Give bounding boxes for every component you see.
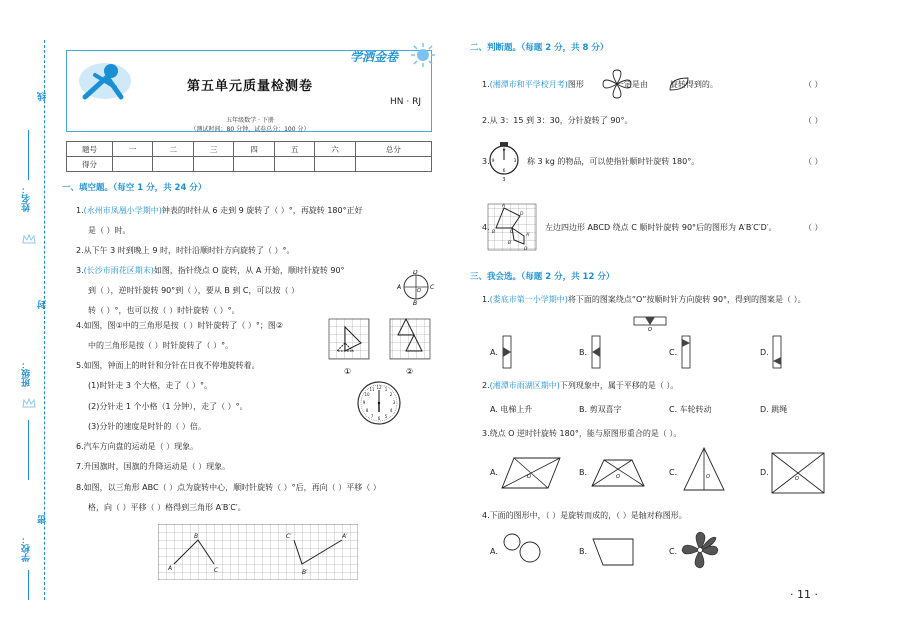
question-4b: 中的三角形是按（ ）时针旋转了（ ）°。 — [88, 341, 234, 350]
school-write-line[interactable] — [28, 570, 29, 600]
exam-title: 第五单元质量检测卷 — [186, 79, 313, 94]
name-write-line[interactable] — [28, 130, 29, 180]
score-table-cell: 得分 — [67, 157, 113, 172]
option-label[interactable]: D. — [760, 348, 769, 357]
svg-text:5: 5 — [384, 414, 388, 419]
clock-icon — [356, 380, 402, 426]
question-number: 2. — [482, 381, 490, 390]
scale-number: 6 — [502, 169, 506, 174]
option-label[interactable]: C. — [669, 547, 678, 556]
point-label: B′ — [302, 569, 308, 576]
score-table-score-row — [67, 157, 432, 172]
question-number: 1. — [482, 80, 490, 89]
option-label[interactable]: B. — [579, 547, 588, 556]
question-8a: 8.如图，以三角形 ABC（ ）点为旋转中心，顺时针旋转（ ）°后，再向（ ）平移（ ） — [76, 483, 381, 492]
option-label[interactable]: C. — [669, 348, 678, 357]
option-c-figure[interactable] — [681, 335, 691, 369]
question-source: (娄底市第一小学期中) — [489, 295, 568, 304]
score-input-cell[interactable] — [113, 157, 153, 172]
rotation-pattern-figure — [633, 316, 667, 332]
point-label: C′ — [286, 533, 292, 540]
single-petal-figure — [668, 76, 690, 92]
question-2: 2.从下午 3 时到晚上 9 时，时针沿顺时针方向旋转了（ ）°。 — [76, 246, 295, 255]
rotation-circle-figure — [396, 270, 436, 306]
class-field-label: 班级： — [22, 360, 32, 387]
section2-title: 二、判断题。（每题 2 分，共 8 分） — [470, 43, 609, 53]
exam-info: （测试时间：80 分钟，试卷总分：100 分） — [190, 126, 310, 133]
answer-paren[interactable]: （ ） — [804, 157, 823, 166]
question-5-2: (2)分针走 1 个小格（1 分钟），走了（ ）°。 — [88, 402, 248, 411]
svg-text:4: 4 — [389, 408, 393, 413]
figure-label: ② — [406, 367, 414, 376]
question-text: 旋转得到的。 — [669, 80, 718, 89]
score-input-cell[interactable] — [153, 157, 193, 172]
answer-paren[interactable]: （ ） — [804, 80, 823, 89]
option-label[interactable]: B. — [579, 348, 588, 357]
svg-text:1: 1 — [384, 387, 388, 392]
option-d-figure[interactable] — [772, 335, 782, 369]
option-paper-cut[interactable]: B. 剪双喜字 — [579, 405, 622, 414]
svg-text:D′: D′ — [524, 247, 529, 252]
question-1a — [76, 205, 363, 216]
svg-text:3: 3 — [392, 400, 396, 405]
option-label[interactable]: A. — [490, 468, 498, 477]
choice-question-3: 3.绕点 O 逆时针旋转 180°，能与原图形重合的是（ ）。 — [482, 429, 682, 438]
grid-figures — [328, 318, 432, 378]
question-text: 一定是由 — [615, 80, 648, 89]
option-trapezoid-figure[interactable] — [590, 458, 646, 488]
svg-text:12: 12 — [376, 385, 382, 390]
option-label[interactable]: A. — [490, 348, 498, 357]
question-5-1: (1)时针走 3 个大格，走了（ ）°。 — [88, 381, 213, 390]
question-source: (永州市凤凰小学期中) — [83, 206, 162, 215]
question-6: 6.汽车方向盘的运动是（ ）现象。 — [76, 442, 199, 451]
svg-text:8: 8 — [365, 408, 369, 413]
svg-text:6: 6 — [377, 416, 381, 421]
point-label: D — [413, 270, 418, 276]
edition-code: HN · RJ — [390, 97, 421, 107]
question-number: 3. — [482, 157, 490, 166]
point-label: O — [648, 327, 652, 332]
question-text: 将下面的图案绕点“O”按顺时针方向旋转 90°，得到的图案是（ ）。 — [567, 295, 806, 304]
sun-icon — [410, 42, 436, 68]
binding-label-line: 线 — [38, 92, 48, 101]
option-label[interactable]: C. — [669, 468, 678, 477]
binding-strip — [0, 0, 58, 632]
score-table-cell: 题号 — [67, 142, 113, 157]
name-field-label: 姓名： — [22, 185, 32, 212]
school-field-label: 学校： — [22, 535, 32, 562]
option-b-figure[interactable] — [591, 335, 601, 369]
binding-label-seal: 封 — [38, 300, 48, 309]
svg-text:7: 7 — [370, 414, 374, 419]
flower-petal-figure — [601, 68, 633, 100]
question-number: 1. — [482, 295, 490, 304]
option-label[interactable]: A. — [490, 547, 498, 556]
crown-icon — [22, 398, 36, 408]
point-label: O — [527, 474, 531, 480]
point-label: C — [430, 284, 435, 291]
option-a-figure[interactable] — [502, 335, 512, 369]
scale-number: 0 — [502, 148, 506, 153]
choice-question-4: 4.下面的图形中，（ ）是旋转而成的，（ ）是轴对称图形。 — [482, 511, 687, 520]
score-table-cell: 六 — [315, 142, 355, 157]
question-source: (湘潭市和平学校月考) — [489, 80, 568, 89]
score-table-header-row — [67, 142, 432, 157]
option-pinwheel-flower-figure[interactable] — [680, 530, 720, 570]
score-input-cell[interactable] — [274, 157, 314, 172]
question-1b: 是（ ）时。 — [88, 226, 131, 235]
svg-text:10: 10 — [364, 392, 370, 397]
choice-question-1 — [482, 294, 806, 305]
svg-text:C: C — [510, 230, 514, 235]
judge-question-2: 2.从 3：15 到 3：30，分针旋转了 90°。 — [482, 116, 633, 125]
svg-text:2: 2 — [389, 392, 393, 397]
section1-title: 一、填空题。（每空 1 分，共 24 分） — [62, 183, 207, 193]
svg-text:B: B — [492, 230, 496, 235]
point-label: C — [214, 567, 219, 574]
score-table-cell: 三 — [193, 142, 233, 157]
scale-number: 3 — [502, 177, 506, 182]
option-jump-rope[interactable]: D. 跳绳 — [760, 405, 788, 414]
point-label: A — [168, 565, 173, 572]
svg-text:D: D — [520, 212, 524, 217]
option-triangle-figure[interactable] — [682, 446, 726, 492]
question-text: 钟表的时针从 6 走到 9 旋转了（ ）°，再旋转 180°正好 — [161, 206, 363, 215]
answer-paren[interactable]: （ ） — [804, 116, 823, 125]
question-source: (湘潭市雨湖区期中) — [489, 381, 560, 390]
point-label: O — [795, 476, 799, 482]
point-label: O — [616, 474, 620, 480]
point-label: A — [397, 284, 402, 291]
question-4a: 4.如图，图①中的三角形是按（ ）时针旋转了（ ）°；图② — [76, 321, 284, 330]
question-text: 图形 — [567, 80, 584, 89]
crown-icon — [22, 234, 36, 244]
choice-question-2 — [482, 380, 678, 391]
question-text: 如图，指针绕点 O 旋转，从 A 开始，顺时针旋转 90° — [153, 266, 345, 275]
option-rectangle-figure[interactable] — [771, 452, 825, 494]
svg-text:A′: A′ — [526, 233, 531, 238]
option-parallelogram-figure[interactable] — [500, 456, 562, 490]
judge-question-4: 左边四边形 ABCD 绕点 C 顺时针旋转 90°后的图形为 A′B′C′D′。 — [545, 223, 777, 232]
score-table-cell: 四 — [234, 142, 274, 157]
point-label: O — [417, 288, 421, 294]
score-table — [66, 141, 432, 172]
score-table-cell: 总分 — [355, 142, 431, 157]
answer-paren[interactable]: （ ） — [804, 223, 823, 232]
question-8b: 格，向（ ）平移（ ）格得到三角形 A′B′C′。 — [88, 503, 246, 512]
point-label: B — [194, 533, 199, 540]
svg-text:11: 11 — [369, 387, 375, 392]
question-3a — [76, 265, 345, 276]
scale-number: 3 — [513, 159, 517, 164]
binding-label-secret: 密 — [38, 515, 48, 524]
option-trapezoid-shape[interactable] — [589, 537, 637, 567]
question-number: 4. — [482, 223, 490, 232]
option-elevator[interactable]: A. 电梯上升 — [490, 405, 533, 414]
translation-grid-figure — [158, 524, 358, 580]
page-number: · 11 · — [790, 588, 818, 601]
svg-text:A: A — [502, 204, 506, 209]
score-input-cell[interactable] — [193, 157, 233, 172]
point-label: O — [706, 474, 710, 480]
score-table-cell: 二 — [153, 142, 193, 157]
brand-logo — [348, 38, 438, 72]
question-number: 3. — [76, 266, 84, 275]
score-input-cell[interactable] — [315, 157, 355, 172]
judge-question-3: 称 3 kg 的物品，可以使指针顺时针旋转 180°。 — [527, 157, 700, 166]
option-label[interactable]: B. — [579, 468, 588, 477]
quadrilateral-grid-figure — [486, 200, 538, 252]
option-two-circles-figure[interactable] — [500, 532, 544, 564]
question-source: (长沙市雨花区期末) — [83, 266, 154, 275]
question-7: 7.升国旗时，国旗的升降运动是（ ）现象。 — [76, 462, 231, 471]
svg-text:9: 9 — [362, 400, 366, 405]
question-3b: 到（ ），逆时针旋转 90°到（ ），要从 B 到 C，可以按（ ） — [88, 286, 300, 295]
question-3c: 转（ ）°，也可以按（ ）时针旋转（ ）°。 — [88, 306, 240, 315]
score-table-cell: 五 — [274, 142, 314, 157]
figure-label: ① — [344, 367, 352, 376]
question-5: 5.如图，钟面上的时针和分针在日夜不停地旋转着。 — [76, 361, 260, 370]
question-number: 1. — [76, 206, 84, 215]
option-label[interactable]: D. — [760, 468, 769, 477]
class-write-line[interactable] — [28, 420, 29, 480]
point-label: B — [413, 300, 418, 306]
section3-title: 三、我会选。（每题 2 分，共 12 分） — [470, 272, 615, 282]
scale-dial-figure — [486, 142, 522, 182]
score-input-cell[interactable] — [355, 157, 431, 172]
option-wheel[interactable]: C. 车轮转动 — [669, 405, 712, 414]
question-text: 下列现象中，属于平移的是（ ）。 — [559, 381, 679, 390]
grade-subtitle: 五年级数学 · 下册 — [226, 117, 274, 124]
question-5-3: (3)分针的速度是时针的（ ）倍。 — [88, 422, 206, 431]
scale-number: 9 — [491, 159, 495, 164]
svg-text:B′: B′ — [508, 241, 513, 246]
score-table-cell: 一 — [113, 142, 153, 157]
score-input-cell[interactable] — [234, 157, 274, 172]
brand-logo-text: 学洒金卷 — [350, 50, 399, 64]
point-label: A′ — [342, 533, 348, 540]
